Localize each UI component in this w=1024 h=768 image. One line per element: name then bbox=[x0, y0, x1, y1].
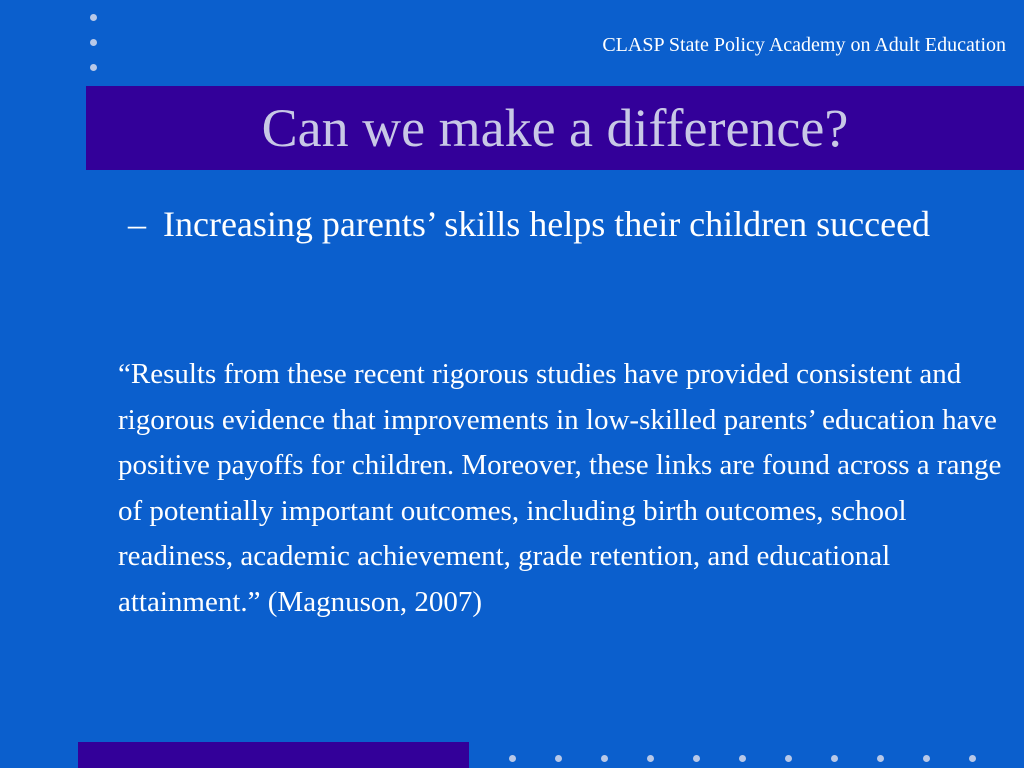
decorative-dot bbox=[555, 755, 562, 762]
decorative-dot bbox=[90, 39, 97, 46]
decorative-dot bbox=[601, 755, 608, 762]
decorative-dot bbox=[693, 755, 700, 762]
decorative-dot bbox=[647, 755, 654, 762]
slide-title: Can we make a difference? bbox=[261, 98, 849, 158]
quote-text: “Results from these recent rigorous studies have provided consistent and rigorous evidence that improvements in low-skilled parents’ education have positive payoffs for children. Moreover, these links are found across a range of potentially important outcomes, including birth outcomes, school readiness, academic achievement, grade retention, and educational attainment.” (Magnuson, 2007) bbox=[118, 358, 1002, 618]
decorative-dot bbox=[969, 755, 976, 762]
decorative-dot bbox=[90, 64, 97, 71]
decorative-dot bbox=[831, 755, 838, 762]
decorative-dot bbox=[923, 755, 930, 762]
bullet-text: Increasing parents’ skills helps their children succeed bbox=[163, 204, 931, 244]
decorative-dot bbox=[739, 755, 746, 762]
title-bar bbox=[86, 86, 1024, 170]
header-text: CLASP State Policy Academy on Adult Education bbox=[602, 34, 1006, 56]
decorative-dot bbox=[509, 755, 516, 762]
decorative-dot bbox=[90, 14, 97, 21]
bullet-item bbox=[128, 198, 998, 250]
bottom-bar bbox=[78, 742, 469, 768]
bullet-marker: – bbox=[128, 204, 146, 244]
decorative-dot bbox=[877, 755, 884, 762]
decorative-dot bbox=[785, 755, 792, 762]
